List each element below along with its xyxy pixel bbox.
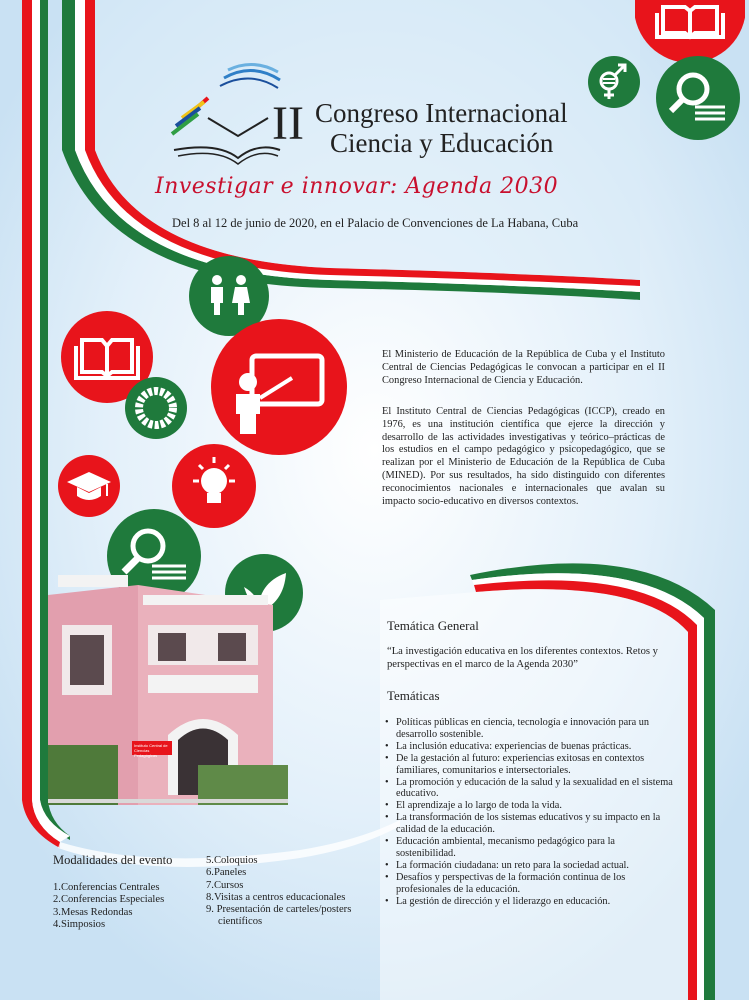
tematica-item: • El aprendizaje a lo largo de toda la vida. bbox=[385, 800, 675, 812]
modalidad-item: 4.Simposios bbox=[53, 918, 106, 930]
title-line-2: Ciencia y Educación bbox=[330, 128, 554, 158]
building-sign: Instituto Central de Ciencias Pedagógicas bbox=[134, 743, 168, 758]
tematicas-heading: Temáticas bbox=[387, 688, 440, 703]
tematica-item: • La formación ciudadana: un reto para la sociedad actual. bbox=[385, 860, 675, 872]
tematica-item: • La promoción y educación de la salud y la sexualidad en el sistema educativo. bbox=[385, 777, 675, 801]
intro-paragraph-1: El Ministerio de Educación de la República de Cuba y el Instituto Central de Ciencias Pedagógicas le convocan a participar en el II Congreso Internacional de Ciencia y Educación. bbox=[382, 349, 665, 386]
tematica-item: • Educación ambiental, mecanismo pedagógico para la sostenibilidad. bbox=[385, 836, 675, 860]
tematica-general-quote: “La investigación educativa en los diferentes contextos. Retos y perspectivas en el marco de la Agenda 2030” bbox=[387, 646, 658, 670]
modalidades-column-2 bbox=[206, 855, 351, 929]
teacher-icon bbox=[210, 318, 348, 456]
gender-equality-icon bbox=[587, 55, 641, 109]
modalidad-item: 6.Paneles bbox=[206, 867, 247, 879]
modalidad-item: 3.Mesas Redondas bbox=[53, 906, 133, 918]
modalidad-item: 8.Visitas a centros educacionales bbox=[206, 891, 346, 903]
magnifier-icon bbox=[655, 55, 741, 141]
modalidad-item: 2.Conferencias Especiales bbox=[53, 894, 165, 906]
tematica-item: • Desafíos y perspectivas de la formación continua de los profesionales de la educación. bbox=[385, 872, 675, 896]
tematica-general-heading: Temática General bbox=[387, 618, 479, 633]
congress-logo-icon bbox=[168, 58, 283, 170]
tematica-item: • La inclusión educativa: experiencias de buenas prácticas. bbox=[385, 741, 675, 753]
modalidad-item: 5.Coloquios bbox=[206, 855, 258, 866]
tagline: Investigar e innovar: Agenda 2030 bbox=[155, 174, 559, 199]
event-dates: Del 8 al 12 de junio de 2020, en el Palacio de Convenciones de La Habana, Cuba bbox=[172, 216, 579, 230]
modalidad-item: 9. Presentación de carteles/posters bbox=[206, 904, 352, 916]
edition-numeral: II bbox=[272, 97, 304, 150]
sdg-wheel-icon bbox=[124, 376, 188, 440]
modalidad-item: 1.Conferencias Centrales bbox=[53, 882, 160, 893]
intro-paragraph-2: El Instituto Central de Ciencias Pedagógicas (ICCP), creado en 1976, es una institución científica que ejerce la dirección y desarrollo de las actividades investigativas y teórico–prácticas de los estudios en el campo pedagógico y psicopedagógico, que se realizan por el Ministerio de Educación de la República de Cuba (MINED). Por sus resultados, ha sido distinguido con diferentes reconocimientos nacionales e internacionales que avalan su impacto socio-educativo en diversos contextos. bbox=[382, 406, 665, 507]
modalidad-item: 7.Cursos bbox=[206, 879, 244, 891]
tematicas-list bbox=[385, 717, 675, 908]
tematica-item: • La gestión de dirección y el liderazgo en educación. bbox=[385, 896, 675, 908]
building-photo bbox=[48, 565, 288, 805]
tematica-item: • Políticas públicas en ciencia, tecnología e innovación para un desarrollo sostenible. bbox=[385, 717, 675, 741]
modalidades-heading: Modalidades del evento bbox=[53, 853, 173, 867]
tematica-item: • La transformación de los sistemas educativos y su impacto en la calidad de la educación. bbox=[385, 812, 675, 836]
modalidad-item: científicos bbox=[218, 916, 263, 928]
modalidades-column-1 bbox=[53, 882, 164, 931]
tematica-item: • De la gestación al futuro: experiencias exitosas en contextos familiares, comunitarios e intersectoriales. bbox=[385, 753, 675, 777]
title-line-1: Congreso Internacional bbox=[315, 98, 568, 128]
